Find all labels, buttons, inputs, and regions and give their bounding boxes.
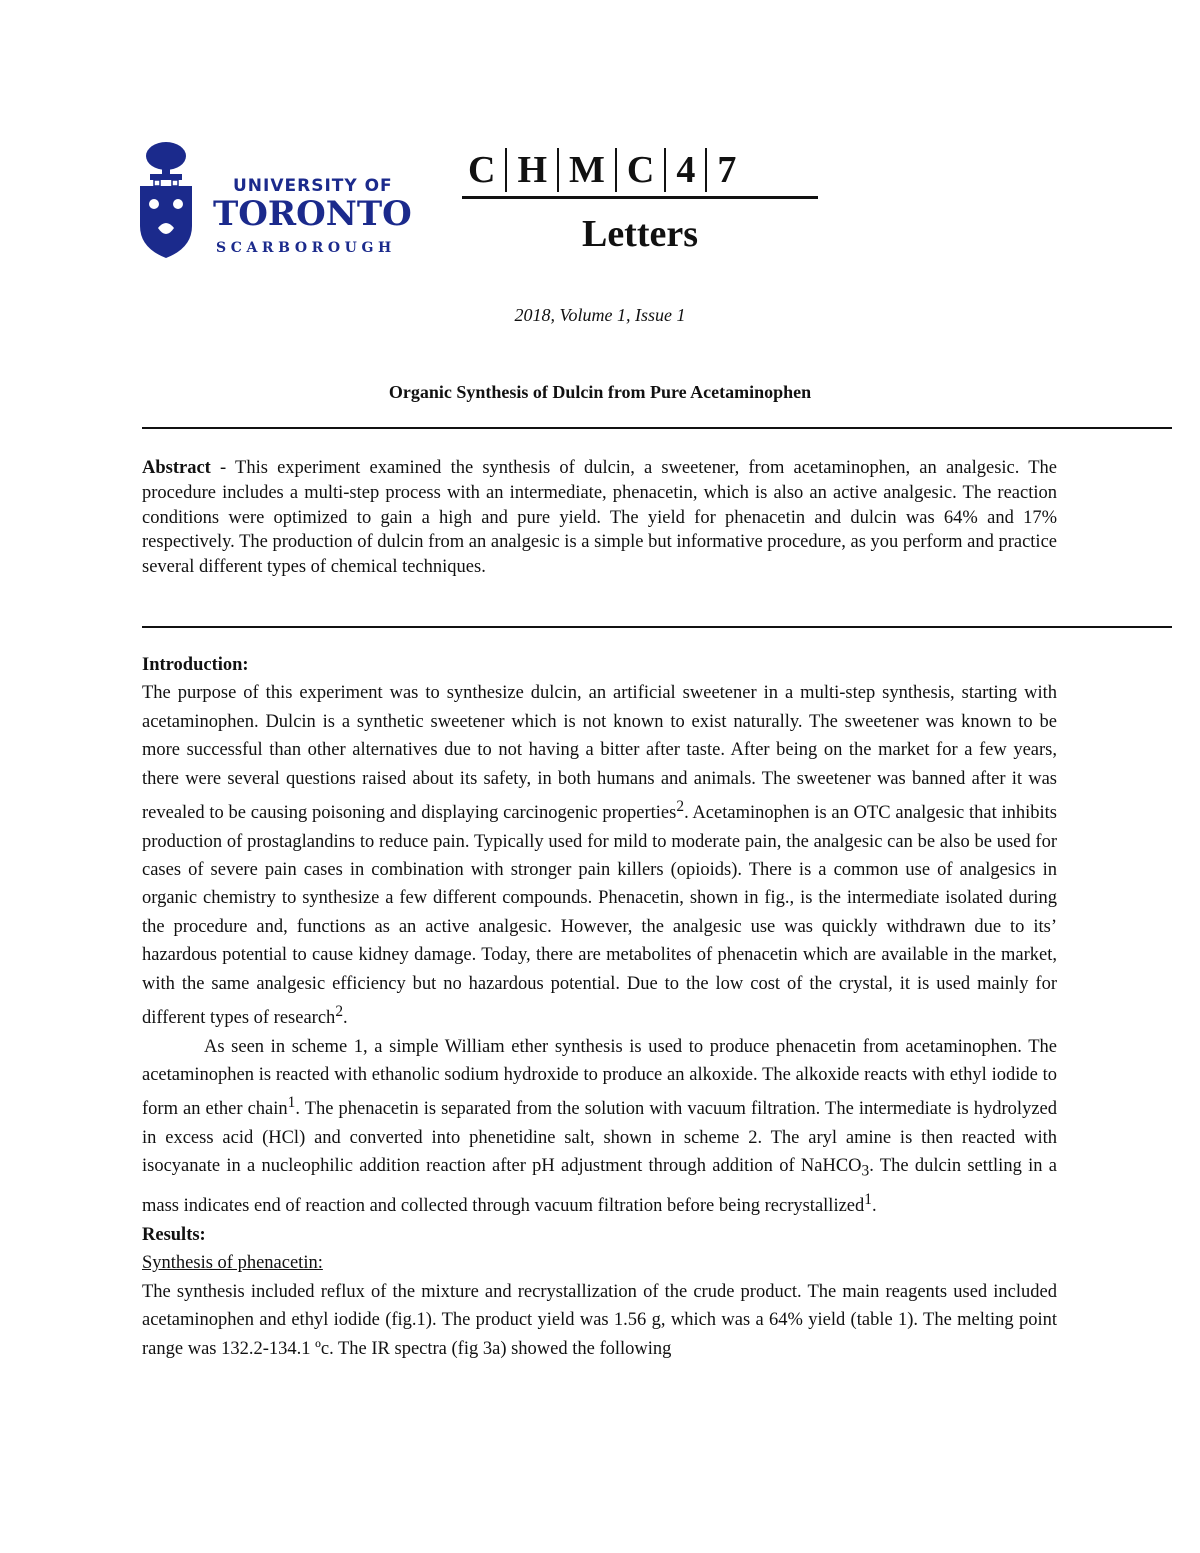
- introduction-paragraph-1: The purpose of this experiment was to synthesize dulcin, an artificial sweetener in a multi-step synthesis, starting with acetaminophen. Dulcin is a synthetic sweetener which is not known to exist naturally. The sweetener was known to be more successful than other alternatives due to not having a bitter after taste. After being on the market for a few years, there were several questions raised about its safety, in both humans and animals. The sweetener was banned after it was revealed to be causing poisoning and displaying carcinogenic properties$^2$. Acetaminophen is an OTC analgesic that inhibits production of prostaglandins to reduce pain. Typically used for mild to moderate pain, the analgesic can be also be used for cases of severe pain cases in combination with stronger pain killers (opioids). There is a common use of analgesics in organic chemistry to synthesize a few different compounds. Phenacetin, shown in fig., is the intermediate isolated during the procedure and, functions as an active analgesic. However, the analgesic use was quickly withdrawn due to its’ hazardous potential to cause kidney damage. Today, there are metabolites of phenacetin which are available in the market, with the same analgesic efficiency but no hazardous potential. Due to the low cost of the crystal, it is used mainly for different types of research$^2$.: [142, 683, 1058, 1029]
- body-text: [142, 651, 1057, 1363]
- abstract-text: - This experiment examined the synthesis of dulcin, a sweetener, from acetaminophen, an analgesic. The procedure includes a multi-step process with an intermediate, phenacetin, which is also an active analgesic. The reaction conditions were optimized to gain a high and pure yield. The yield for phenacetin and dulcin was 64% and 17% respectively. The production of dulcin from an analgesic is a simple but informative procedure, as you perform and practice several different types of chemical techniques.: [142, 458, 1057, 578]
- issue-line: 2018, Volume 1, Issue 1: [514, 305, 686, 325]
- introduction-paragraph-2: As seen in scheme 1, a simple William ether synthesis is used to produce phenacetin from acetaminophen. The acetaminophen is reacted with ethanolic sodium hydroxide to produce an alkoxide. The alkoxide reacts with ethyl iodide to form an ether chain$^1$. The phenacetin is separated from the solution with vacuum filtration. The intermediate is hydrolyzed in excess acid (HCl) and converted into phenetidine salt, shown in scheme 2. The aryl amine is then reacted with isocyanate in a nucleophilic addition reaction after pH adjustment through addition of NaHCO$_3$. The dulcin settling in a mass indicates end of reaction and collected through vacuum filtration before being recrystallized$^1$.: [142, 1036, 1057, 1217]
- crest-icon: [140, 140, 192, 258]
- journal-code-letter: 7: [717, 149, 737, 191]
- results-subheading: Synthesis of phenacetin:: [142, 1253, 323, 1274]
- journal-masthead: [462, 140, 818, 260]
- abstract-label: Abstract: [142, 458, 211, 478]
- logo-toronto: TORONTO: [213, 194, 412, 234]
- results-heading: Results:: [142, 1225, 206, 1246]
- journal-code-letter: M: [559, 148, 617, 192]
- abstract: [142, 456, 1057, 580]
- masthead-divider: [462, 196, 818, 199]
- university-logo: [140, 140, 435, 262]
- journal-code-letter: C: [462, 148, 507, 192]
- journal-code: [462, 148, 746, 192]
- logo-university-of: UNIVERSITY OF: [233, 176, 393, 196]
- abstract-bottom-rule: [142, 626, 1172, 628]
- results-paragraph-1: The synthesis included reflux of the mixture and recrystallization of the crude product. The main reagents used included acetaminophen and ethyl iodide (fig.1). The product yield was 1.56 g, which was a 64% yield (table 1). The melting point range was 132.2-134.1 ºc. The IR spectra (fig 3a) showed the following: [142, 1281, 1057, 1359]
- journal-subtitle: Letters: [581, 213, 699, 255]
- logo-scarborough: SCARBOROUGH: [216, 240, 396, 256]
- paper-title: Organic Synthesis of Dulcin from Pure Acetaminophen: [388, 382, 812, 402]
- introduction-heading: Introduction:: [142, 655, 249, 675]
- journal-code-letter: 4: [666, 148, 707, 192]
- journal-code-letter: H: [507, 148, 559, 192]
- abstract-top-rule: [142, 427, 1172, 429]
- journal-code-letter: C: [617, 148, 666, 192]
